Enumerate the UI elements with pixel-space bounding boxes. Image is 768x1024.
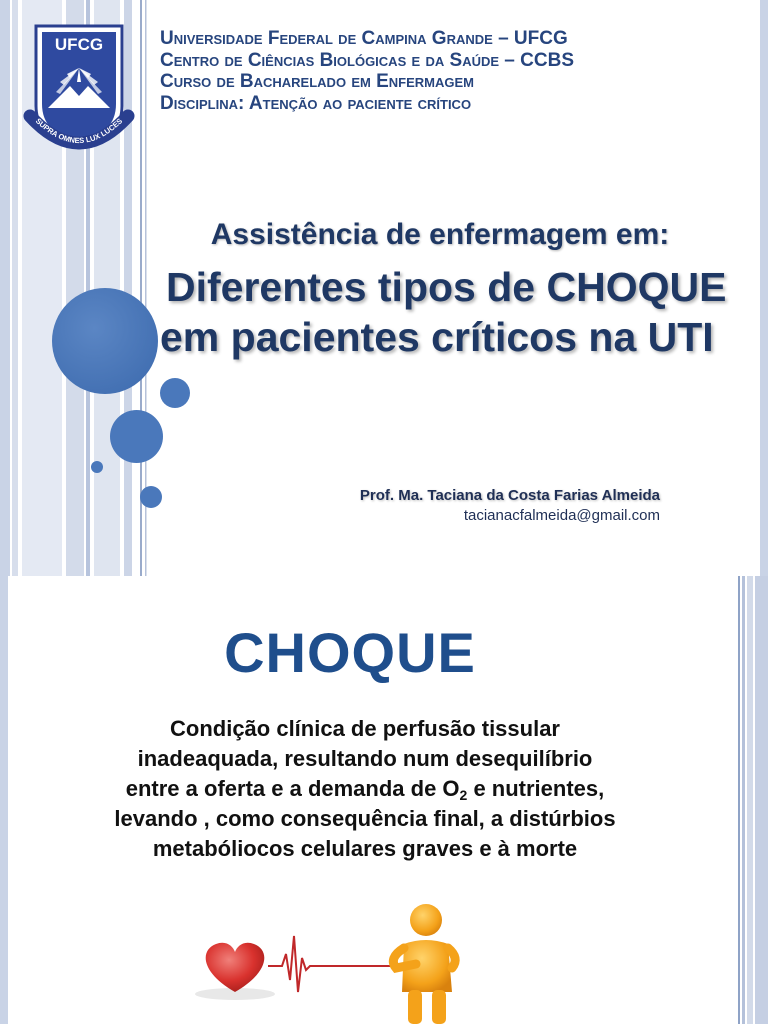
decorative-circle [140, 486, 162, 508]
definition-line: entre a oferta e a demanda de $O_2$ e nutrientes, [125, 776, 605, 803]
author-email[interactable]: tacianacfalmeida@gmail.com [463, 507, 660, 524]
title-line-2: em pacientes críticos na UTI [160, 314, 714, 360]
definition-line: levando , como consequência final, a distúrbios [114, 806, 616, 831]
definition-slide [0, 576, 768, 1024]
figure-icon [393, 904, 455, 1024]
discipline-name: Disciplina: Atenção ao paciente crítico [160, 92, 472, 114]
university-name: Universidade Federal de Campina Grande – UFCG [160, 28, 568, 49]
heart-ecg-figure-illustration [190, 896, 490, 1024]
heart-icon [206, 943, 265, 992]
decorative-circle-large [52, 288, 158, 394]
center-name: Centro de Ciências Biológicas e da Saúde – CCBS [160, 49, 574, 71]
course-name: Curso de Bacharelado em Enfermagem [160, 71, 475, 92]
presentation-title [160, 262, 760, 362]
right-edge-stripe [760, 0, 768, 576]
right-stripe-decoration [738, 576, 768, 1024]
author-name: Prof. Ma. Taciana da Costa Farias Almeida [359, 487, 660, 504]
slide-title: CHOQUE [224, 621, 476, 684]
decorative-circle [110, 410, 163, 463]
title-line-1: Diferentes tipos de CHOQUE [166, 264, 727, 310]
author-block [360, 486, 660, 526]
institution-header [160, 28, 760, 114]
ecg-line [268, 936, 390, 992]
definition-line: Condição clínica de perfusão tissular [170, 716, 560, 741]
ufcg-logo [20, 20, 138, 154]
logo-abbr: UFCG [54, 35, 104, 54]
definition-line: inadeaquada, resultando num desequilíbrio [137, 746, 593, 771]
logo-motto: SUPRA OMNES LUX LUCES [33, 116, 125, 146]
shock-definition [20, 714, 710, 864]
decorative-circle [160, 378, 190, 408]
presentation-subtitle: Assistência de enfermagem em: [210, 218, 670, 251]
definition-line: metabóliocos celulares graves e à morte [152, 836, 578, 861]
decorative-circle [91, 461, 103, 473]
